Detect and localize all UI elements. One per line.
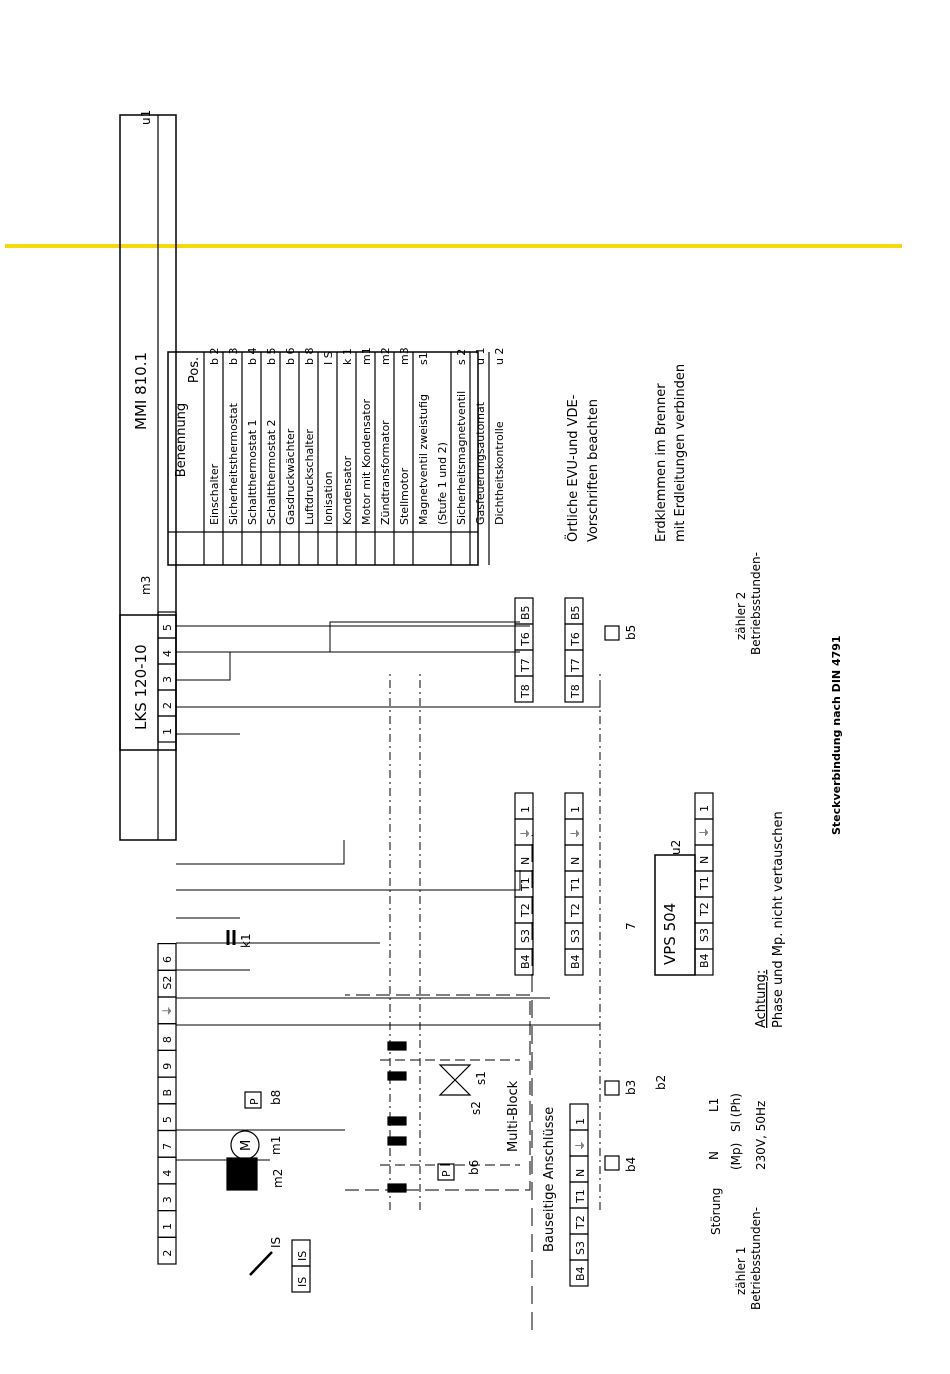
terminal-label: 2: [161, 1249, 174, 1257]
plug-terminal-label: B4: [569, 954, 582, 969]
small-plug-terminal-label: T8: [569, 684, 582, 698]
terminal: [695, 897, 713, 923]
terminal: [695, 923, 713, 949]
terminal: [695, 949, 713, 975]
plug-strip: [515, 793, 533, 975]
terminal: [158, 1077, 176, 1104]
small-plug-strip: [515, 598, 533, 702]
plug-terminal-label: B4: [519, 954, 532, 969]
vps-box: [655, 793, 713, 975]
terminal: [695, 819, 713, 845]
legend-row-pos: u 2: [493, 347, 506, 365]
terminal-label: 1: [698, 805, 711, 812]
legend-row: [246, 348, 259, 525]
terminal: [158, 944, 176, 971]
legend-row-name: Sicherheitsthermostat: [227, 403, 240, 525]
legend-row: [417, 352, 449, 525]
legend-row: [284, 348, 297, 525]
legend-row: [360, 347, 373, 525]
rotated-drawing: [120, 110, 843, 1330]
terminal-label: B4: [698, 953, 711, 968]
lks-ref: m3: [139, 575, 153, 595]
label-m2: m2: [271, 1168, 285, 1188]
plug-terminal-label: N: [569, 856, 582, 865]
terminal-label: 9: [161, 1062, 174, 1070]
lks-title: LKS 120-10: [132, 644, 150, 730]
plug-terminal-label: T1: [519, 877, 532, 891]
label-b6: b6: [467, 1159, 481, 1175]
terminal: [158, 1184, 176, 1211]
terminal-label: ⏚: [698, 827, 711, 838]
terminal-label: 3: [161, 1196, 174, 1204]
terminal-label: 6: [161, 955, 174, 963]
terminal-label: B: [161, 1088, 174, 1097]
label-sl: Sl (Ph): [729, 1093, 743, 1132]
terminal: [158, 664, 176, 690]
terminal-label: 2: [161, 702, 174, 709]
is-terminal-label: IS: [296, 1276, 309, 1287]
small-plug-terminal-label: B5: [569, 605, 582, 620]
note-evu-line1: Örtliche EVU-und VDE-: [566, 394, 581, 542]
b8-p: P: [248, 1098, 261, 1105]
legend-row-name: Kondensator: [341, 455, 354, 525]
terminal: [158, 1211, 176, 1238]
terminal-label: 5: [161, 1116, 174, 1124]
terminal-label: T1: [698, 876, 711, 890]
terminal-label: 1: [161, 1222, 174, 1230]
site-terminal-label: B4: [574, 1266, 587, 1281]
plug-terminal-label: T2: [569, 903, 582, 917]
achtung-text: Phase und Mp. nicht vertauschen: [771, 811, 786, 1028]
plug-terminal-label: T1: [569, 877, 582, 891]
legend-row: [474, 348, 487, 525]
legend-row-name: Gasfeuerungsautomat: [474, 401, 487, 525]
plug-terminal-label: S3: [569, 929, 582, 943]
is-terminal-label: IS: [296, 1250, 309, 1261]
multiblock-label: Multi-Block: [506, 1080, 521, 1152]
legend-row-pos: m1: [360, 347, 373, 365]
small-plug-strip: [565, 598, 583, 702]
legend-row-name: Ionisation: [322, 471, 335, 525]
legend-row-name: Magnetventil zweistufig: [417, 394, 430, 525]
label-k1: k1: [239, 933, 253, 948]
plug-strip: [565, 793, 583, 975]
legend-row-pos: s 2: [455, 348, 468, 365]
mmi-ref: u1: [139, 109, 153, 125]
label-is: IS: [269, 1236, 283, 1248]
legend-row-name: Luftdruckschalter: [303, 429, 316, 525]
small-plug-terminal-label: T6: [519, 632, 532, 646]
site-terminal-label: S3: [574, 1241, 587, 1255]
label-b3: b3: [624, 1079, 638, 1095]
legend-row-pos: u 1: [474, 347, 487, 365]
legend-row-name: Gasdruckwächter: [284, 428, 297, 525]
site-terminal-label: ⏚: [574, 1140, 587, 1151]
terminal: [158, 690, 176, 716]
legend-row: [208, 348, 221, 525]
terminal: [158, 970, 176, 997]
legend-row-name: Dichtheitskontrolle: [493, 421, 506, 525]
bauseitige-label: Bauseitige Anschlüsse: [542, 1106, 557, 1252]
terminal-label: 1: [161, 728, 174, 735]
legend-row-name: Zündtransformator: [379, 420, 392, 525]
terminal: [158, 1237, 176, 1264]
note-earth-line2: mit Erdleitungen verbinden: [673, 363, 688, 542]
vps-title: VPS 504: [661, 902, 679, 965]
legend-row-pos: b 2: [208, 347, 221, 365]
legend-row-name2: (Stufe 1 und 2): [436, 442, 449, 525]
label-n: N: [707, 1151, 721, 1160]
wires: [176, 622, 600, 1330]
small-plug-terminal-label: T7: [519, 658, 532, 672]
terminal-label: ⏚: [161, 1005, 174, 1017]
terminal: [158, 1024, 176, 1051]
small-plug-terminal-label: T6: [569, 632, 582, 646]
terminal: [158, 638, 176, 664]
legend-row: [379, 347, 392, 525]
terminal: [695, 793, 713, 819]
small-plug-terminal-label: B5: [519, 605, 532, 620]
legend-row-pos: b 8: [303, 347, 316, 365]
terminal: [158, 612, 176, 638]
note-evu-line2: Vorschriften beachten: [586, 398, 601, 542]
legend-row-name: Schaltthermostat 2: [265, 419, 278, 525]
site-terminal-label: T2: [574, 1215, 587, 1229]
legend-row-name: Einschalter: [208, 463, 221, 525]
label-seven: 7: [624, 922, 638, 930]
legend-row-pos: k 1: [341, 348, 354, 365]
site-terminal-label: T1: [574, 1189, 587, 1203]
legend-row: [493, 348, 506, 525]
legend-row-pos: m3: [398, 347, 411, 365]
label-mp: (Mp): [729, 1142, 743, 1170]
label-s1: s1: [474, 1071, 488, 1085]
legend-row-name: Schaltthermostat 1: [246, 419, 259, 525]
plug-terminal-label: T2: [519, 903, 532, 917]
label-b5: b5: [624, 624, 638, 640]
mmi-title: MMI 810.1: [132, 351, 150, 430]
achtung-title: Achtung:: [754, 969, 769, 1028]
site-terminal-label: 1: [574, 1118, 587, 1125]
symbols: [227, 625, 668, 1275]
legend-row: [455, 349, 468, 525]
terminal: [158, 1104, 176, 1131]
label-bz1-b: zähler 1: [734, 1246, 748, 1295]
terminal-label: N: [698, 855, 711, 864]
label-stoerung: Störung: [709, 1187, 723, 1235]
legend-row: [227, 348, 240, 525]
legend-row: [303, 348, 316, 525]
note-earth-line1: Erdklemmen im Brenner: [654, 383, 669, 542]
legend-row-name: Stellmotor: [398, 467, 411, 525]
legend-row-pos: I S: [322, 351, 335, 365]
legend-row-name: Sicherheitsmagnetventil: [455, 390, 468, 525]
motor-m: M: [239, 1139, 254, 1151]
lks-box: [120, 576, 176, 750]
legend-row-pos: b 5: [265, 347, 278, 365]
label-b2: b2: [654, 1074, 668, 1090]
terminal: [695, 845, 713, 871]
legend-row-pos: m2: [379, 347, 392, 365]
site-terminal-label: N: [574, 1168, 587, 1177]
terminal-label: S3: [698, 928, 711, 942]
terminal-label: 7: [161, 1142, 174, 1150]
label-l1: L1: [707, 1097, 721, 1112]
note-steck: Steckverbindung nach DIN 4791: [830, 635, 843, 835]
terminal: [695, 871, 713, 897]
b6-p: P: [440, 1170, 453, 1177]
plug-terminal-label: ⏚: [519, 828, 532, 839]
terminal-label: 8: [161, 1036, 174, 1044]
label-volt: 230V, 50Hz: [754, 1100, 768, 1170]
small-plug-terminal-label: T8: [519, 684, 532, 698]
small-plug-terminal-label: T7: [569, 658, 582, 672]
legend-row-name: Motor mit Kondensator: [360, 399, 373, 525]
legend-table: [168, 347, 506, 565]
terminal-label: 4: [161, 1169, 174, 1177]
header-rule: [5, 244, 902, 248]
legend-row-pos: b 3: [227, 347, 240, 365]
legend-row-pos: b 6: [284, 347, 297, 365]
label-m1: m1: [269, 1135, 283, 1155]
label-bz1-a: Betriebsstunden-: [749, 1207, 763, 1310]
plug-terminal-label: N: [519, 856, 532, 865]
legend-row: [341, 348, 354, 525]
legend-header-name: Benennung: [174, 402, 189, 478]
terminal-label: 4: [161, 650, 174, 657]
legend-row: [398, 347, 411, 525]
terminal: [158, 1131, 176, 1158]
terminal-label: 3: [161, 676, 174, 683]
terminal: [158, 997, 176, 1024]
plug-terminal-label: S3: [519, 929, 532, 943]
vps-ref: u2: [669, 839, 683, 855]
label-b4: b4: [624, 1156, 638, 1172]
label-s2: s2: [469, 1101, 483, 1115]
terminal-label: 5: [161, 624, 174, 631]
terminal-label: S2: [161, 975, 174, 990]
label-bz2-a: Betriebsstunden-: [749, 552, 763, 655]
terminal: [158, 1050, 176, 1077]
legend-row: [322, 351, 335, 525]
terminal: [158, 1157, 176, 1184]
label-bz2-b: zähler 2: [734, 591, 748, 640]
legend-header-pos: Pos.: [187, 356, 202, 384]
legend-row-pos: s1: [417, 352, 430, 365]
legend-row: [265, 348, 278, 525]
plug-terminal-label: 1: [569, 806, 582, 813]
terminal-label: T2: [698, 902, 711, 916]
plug-terminal-label: ⏚: [569, 828, 582, 839]
plug-terminal-label: 1: [519, 806, 532, 813]
label-b8: b8: [269, 1089, 283, 1105]
legend-row-pos: b 4: [246, 347, 259, 365]
terminal: [158, 716, 176, 742]
